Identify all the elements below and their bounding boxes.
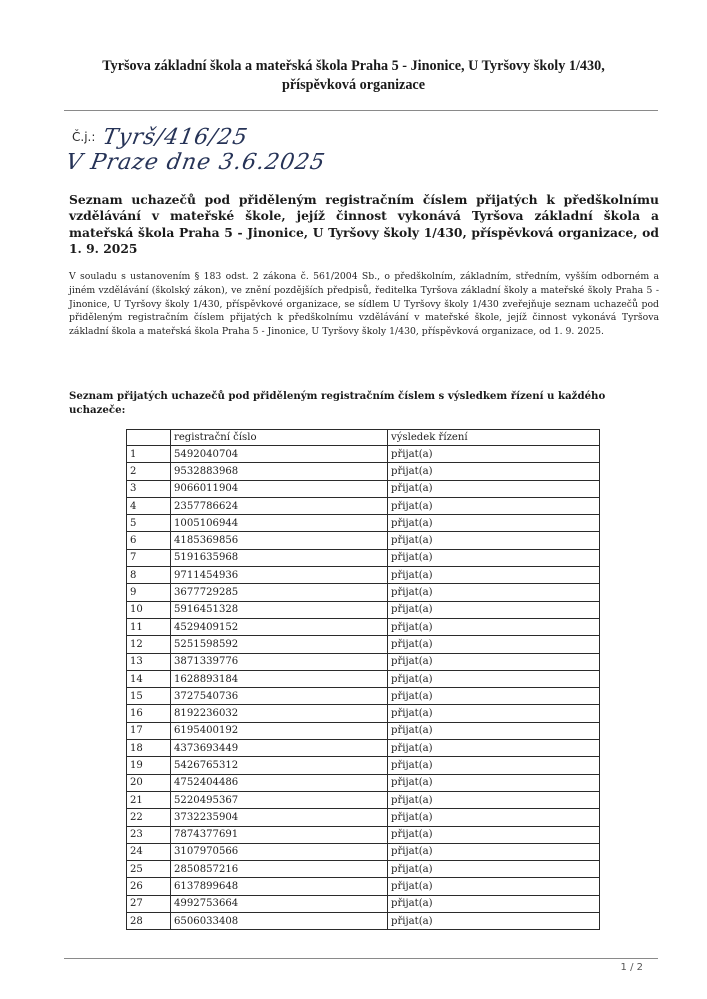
registration-number-cell: 4185369856 bbox=[171, 532, 388, 549]
row-number-cell: 11 bbox=[127, 618, 171, 635]
result-cell: přijat(a) bbox=[388, 567, 600, 584]
table-row bbox=[127, 740, 600, 757]
result-cell: přijat(a) bbox=[388, 878, 600, 895]
result-cell: přijat(a) bbox=[388, 705, 600, 722]
registration-number-cell: 5492040704 bbox=[171, 446, 388, 463]
table-row bbox=[127, 567, 600, 584]
document-title: Seznam uchazečů pod přiděleným registračním číslem přijatých k předškolnímu vzdělávání v mateřské škole, jejíž činnost vykonává Tyršova základní škola a mateřská škola Praha 5 - Jinonice, U Tyršovy školy 1/430, příspěvková organizace, od 1. 9. 2025 bbox=[69, 192, 659, 257]
table-row bbox=[127, 913, 600, 930]
row-number-cell: 20 bbox=[127, 774, 171, 791]
result-cell: přijat(a) bbox=[388, 446, 600, 463]
registration-number-cell: 6195400192 bbox=[171, 722, 388, 739]
result-cell: přijat(a) bbox=[388, 826, 600, 843]
table-row bbox=[127, 584, 600, 601]
result-cell: přijat(a) bbox=[388, 913, 600, 930]
table-body bbox=[127, 446, 600, 930]
result-cell: přijat(a) bbox=[388, 549, 600, 566]
registration-number-cell: 6506033408 bbox=[171, 913, 388, 930]
table-row bbox=[127, 670, 600, 687]
row-number-cell: 21 bbox=[127, 791, 171, 808]
row-number-cell: 27 bbox=[127, 895, 171, 912]
registration-number-cell: 3871339776 bbox=[171, 653, 388, 670]
row-number-cell: 9 bbox=[127, 584, 171, 601]
result-cell: přijat(a) bbox=[388, 861, 600, 878]
table-row bbox=[127, 878, 600, 895]
table-row bbox=[127, 497, 600, 514]
row-number-cell: 23 bbox=[127, 826, 171, 843]
result-cell: přijat(a) bbox=[388, 584, 600, 601]
table-row bbox=[127, 549, 600, 566]
row-number-cell: 26 bbox=[127, 878, 171, 895]
table-row bbox=[127, 843, 600, 860]
result-cell: přijat(a) bbox=[388, 463, 600, 480]
table-row bbox=[127, 705, 600, 722]
column-header-registration-number: registrační číslo bbox=[171, 430, 388, 446]
row-number-cell: 13 bbox=[127, 653, 171, 670]
table-row bbox=[127, 826, 600, 843]
school-header-line-2: příspěvková organizace bbox=[281, 77, 426, 93]
row-number-cell: 14 bbox=[127, 670, 171, 687]
body-paragraph: V souladu s ustanovením § 183 odst. 2 zákona č. 561/2004 Sb., o předškolním, základním, středním, vyšším odborném a jiném vzdělávání (školský zákon), ve znění pozdějších předpisů, ředitelka Tyršova základní školy a mateřské školy Praha 5 - Jinonice, U Tyršovy školy 1/430, příspěvkové organizace, se sídlem U Tyršovy školy 1/430 zveřejňuje seznam uchazečů pod přiděleným registračním číslem přijatých k předškolnímu vzdělávání v mateřské škole, jejíž činnost vykonává Tyršova základní škola a mateřská škola Praha 5 - Jinonice, U Tyršovy školy 1/430, příspěvková organizace, od 1. 9. 2025. bbox=[69, 271, 659, 338]
result-cell: přijat(a) bbox=[388, 774, 600, 791]
registration-number-cell: 9711454936 bbox=[171, 567, 388, 584]
table-header-row bbox=[127, 430, 600, 446]
admission-results-table bbox=[126, 429, 600, 930]
registration-number-cell: 5251598592 bbox=[171, 636, 388, 653]
result-cell: přijat(a) bbox=[388, 618, 600, 635]
result-cell: přijat(a) bbox=[388, 480, 600, 497]
table-row bbox=[127, 653, 600, 670]
result-cell: přijat(a) bbox=[388, 670, 600, 687]
registration-number-cell: 4992753664 bbox=[171, 895, 388, 912]
row-number-cell: 3 bbox=[127, 480, 171, 497]
registration-number-cell: 3732235904 bbox=[171, 809, 388, 826]
table-row bbox=[127, 636, 600, 653]
table-row bbox=[127, 618, 600, 635]
row-number-cell: 15 bbox=[127, 688, 171, 705]
table-row bbox=[127, 757, 600, 774]
registration-number-cell: 5191635968 bbox=[171, 549, 388, 566]
row-number-cell: 25 bbox=[127, 861, 171, 878]
result-cell: přijat(a) bbox=[388, 532, 600, 549]
registration-number-cell: 2357786624 bbox=[171, 497, 388, 514]
registration-number-cell: 7874377691 bbox=[171, 826, 388, 843]
registration-number-cell: 1628893184 bbox=[171, 670, 388, 687]
table-row bbox=[127, 861, 600, 878]
row-number-cell: 4 bbox=[127, 497, 171, 514]
row-number-cell: 10 bbox=[127, 601, 171, 618]
row-number-cell: 12 bbox=[127, 636, 171, 653]
table-row bbox=[127, 688, 600, 705]
registration-number-cell: 9066011904 bbox=[171, 480, 388, 497]
registration-number-cell: 4529409152 bbox=[171, 618, 388, 635]
result-cell: přijat(a) bbox=[388, 653, 600, 670]
registration-number-cell: 5220495367 bbox=[171, 791, 388, 808]
registration-number-cell: 3727540736 bbox=[171, 688, 388, 705]
registration-number-cell: 1005106944 bbox=[171, 515, 388, 532]
registration-number-cell: 4752404486 bbox=[171, 774, 388, 791]
registration-number-cell: 6137899648 bbox=[171, 878, 388, 895]
result-cell: přijat(a) bbox=[388, 636, 600, 653]
table-row bbox=[127, 809, 600, 826]
row-number-cell: 8 bbox=[127, 567, 171, 584]
school-header-line-1: Tyršova základní škola a mateřská škola Praha 5 - Jinonice, U Tyršovy školy 1/430, bbox=[102, 58, 605, 74]
registration-number-cell: 5426765312 bbox=[171, 757, 388, 774]
registration-number-cell: 3107970566 bbox=[171, 843, 388, 860]
registration-number-cell: 9532883968 bbox=[171, 463, 388, 480]
table-row bbox=[127, 601, 600, 618]
header-divider bbox=[64, 110, 658, 111]
row-number-cell: 5 bbox=[127, 515, 171, 532]
table-row bbox=[127, 515, 600, 532]
list-heading: Seznam přijatých uchazečů pod přiděleným registračním číslem s výsledkem řízení u každého uchazeče: bbox=[69, 390, 606, 417]
row-number-cell: 7 bbox=[127, 549, 171, 566]
row-number-cell: 28 bbox=[127, 913, 171, 930]
row-number-cell: 22 bbox=[127, 809, 171, 826]
result-cell: přijat(a) bbox=[388, 740, 600, 757]
row-number-cell: 18 bbox=[127, 740, 171, 757]
result-cell: přijat(a) bbox=[388, 515, 600, 532]
table-row bbox=[127, 446, 600, 463]
table-row bbox=[127, 791, 600, 808]
footer-divider bbox=[64, 958, 658, 959]
page-number: 1 / 2 bbox=[620, 962, 643, 973]
result-cell: přijat(a) bbox=[388, 497, 600, 514]
table-row bbox=[127, 480, 600, 497]
result-cell: přijat(a) bbox=[388, 843, 600, 860]
result-cell: přijat(a) bbox=[388, 895, 600, 912]
result-cell: přijat(a) bbox=[388, 601, 600, 618]
result-cell: přijat(a) bbox=[388, 722, 600, 739]
row-number-cell: 24 bbox=[127, 843, 171, 860]
handwritten-place-date: V Praze dne 3.6.2025 bbox=[63, 150, 328, 175]
result-cell: přijat(a) bbox=[388, 757, 600, 774]
table-row bbox=[127, 463, 600, 480]
row-number-cell: 17 bbox=[127, 722, 171, 739]
reference-handwritten-value: Tyrš/416/25 bbox=[101, 124, 251, 150]
reference-label: Č.j.: bbox=[72, 130, 96, 144]
registration-number-cell: 5916451328 bbox=[171, 601, 388, 618]
result-cell: přijat(a) bbox=[388, 791, 600, 808]
table-row bbox=[127, 722, 600, 739]
school-header bbox=[40, 57, 667, 95]
table-row bbox=[127, 774, 600, 791]
registration-number-cell: 2850857216 bbox=[171, 861, 388, 878]
row-number-cell: 1 bbox=[127, 446, 171, 463]
table-row bbox=[127, 532, 600, 549]
registration-number-cell: 3677729285 bbox=[171, 584, 388, 601]
column-header-number bbox=[127, 430, 171, 446]
row-number-cell: 2 bbox=[127, 463, 171, 480]
result-cell: přijat(a) bbox=[388, 688, 600, 705]
column-header-result: výsledek řízení bbox=[388, 430, 600, 446]
registration-number-cell: 8192236032 bbox=[171, 705, 388, 722]
table-row bbox=[127, 895, 600, 912]
row-number-cell: 16 bbox=[127, 705, 171, 722]
row-number-cell: 19 bbox=[127, 757, 171, 774]
registration-number-cell: 4373693449 bbox=[171, 740, 388, 757]
row-number-cell: 6 bbox=[127, 532, 171, 549]
result-cell: přijat(a) bbox=[388, 809, 600, 826]
